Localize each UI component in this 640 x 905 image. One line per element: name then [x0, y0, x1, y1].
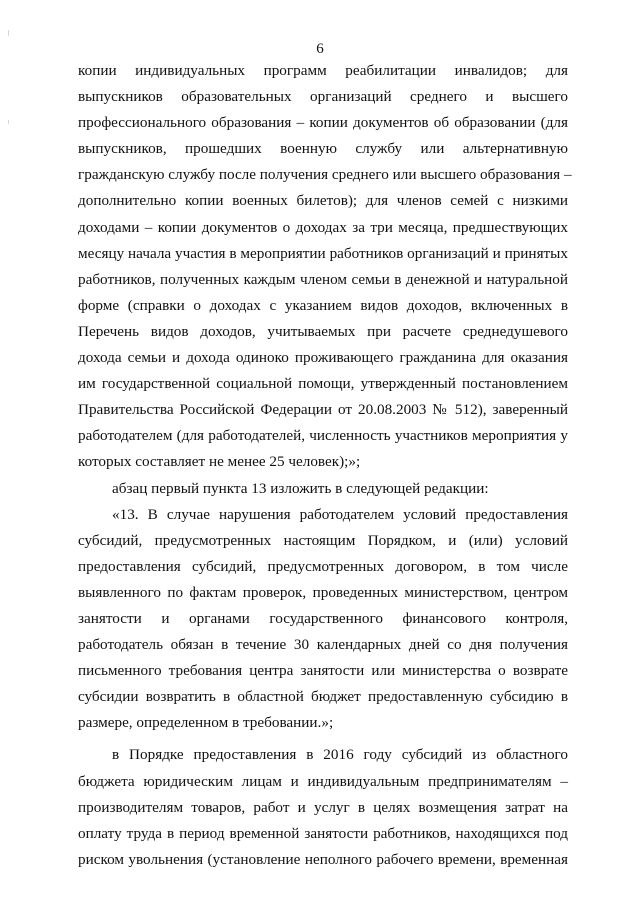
text-line: выпускников, прошедших военную службу или альтернативную — [78, 140, 568, 158]
text-line: риском увольнения (установление неполного рабочего времени, временная — [78, 850, 568, 868]
text-line: копии индивидуальных программ реабилитации инвалидов; для — [78, 62, 568, 79]
text-line: оплату труда в период временной занятости работников, находящихся под — [78, 824, 568, 842]
text-line: выявленного по фактам проверок, проведенных министерством, центром — [78, 583, 568, 601]
text-line: занятости и органами государственного финансового контроля, — [78, 609, 568, 627]
document-body — [78, 58, 572, 873]
text-line: Правительства Российской Федерации от 20.08.2003 № 512), заверенный — [78, 401, 568, 419]
text-line: доходами – копии документов о доходах за три месяца, предшествующих — [78, 218, 568, 236]
text-line: которых составляет не менее 25 человек);»; — [78, 453, 361, 471]
page-number: 6 — [316, 41, 324, 57]
paragraph-continuation — [78, 58, 572, 476]
paragraph-clause-13 — [78, 502, 568, 737]
text-line: субсидии возвратить в областной бюджет предоставленную субсидию в — [78, 688, 568, 706]
text-line: субсидий, предусмотренных настоящим Порядком, и (или) условий — [78, 531, 568, 549]
text-line: работодатель обязан в течение 30 календарных дней со дня получения — [78, 636, 568, 654]
text-line: Перечень видов доходов, учитываемых при расчете среднедушевого — [78, 322, 568, 340]
scan-margin-mark — [8, 120, 9, 124]
text-line: работодателем (для работодателей, численность участников мероприятия у — [78, 427, 568, 445]
text-line: дополнительно копии военных билетов); для членов семей с низкими — [78, 192, 568, 210]
text-line: производителям товаров, работ и услуг в целях возмещения затрат на — [78, 798, 568, 816]
text-line: бюджета юридическим лицам и индивидуальным предпринимателям – — [78, 772, 568, 790]
text-line: месяцу начала участия в мероприятии работников организаций и принятых — [78, 244, 568, 262]
text-line: работников, полученных каждым членом семьи в денежной и натуральной — [78, 270, 568, 288]
text-line: размере, определенном в требовании.»; — [78, 714, 334, 732]
paragraph-amendment-intro — [78, 476, 568, 502]
scan-margin-mark — [8, 30, 9, 36]
text-line: письменного требования центра занятости или министерства о возврате — [78, 662, 568, 680]
text-line: в Порядке предоставления в 2016 году субсидий из областного — [112, 746, 568, 764]
text-line: «13. В случае нарушения работодателем условий предоставления — [112, 505, 568, 523]
text-line: профессионального образования – копии документов об образовании (для — [78, 114, 568, 132]
text-line: абзац первый пункта 13 изложить в следующей редакции: — [112, 479, 489, 497]
paragraph-order-2016 — [78, 742, 568, 872]
text-line: выпускников образовательных организаций среднего и высшего — [78, 88, 568, 106]
text-line: гражданскую службу после получения среднего или высшего образования – — [78, 166, 572, 184]
text-line: дохода семьи и дохода одиноко проживающего гражданина для оказания — [78, 349, 568, 367]
text-line: предоставления субсидий, предусмотренных договором, в том числе — [78, 557, 568, 575]
text-line: форме (справки о доходах с указанием видов доходов, включенных в — [78, 296, 568, 314]
text-line: им государственной социальной помощи, утвержденный постановлением — [78, 375, 568, 393]
